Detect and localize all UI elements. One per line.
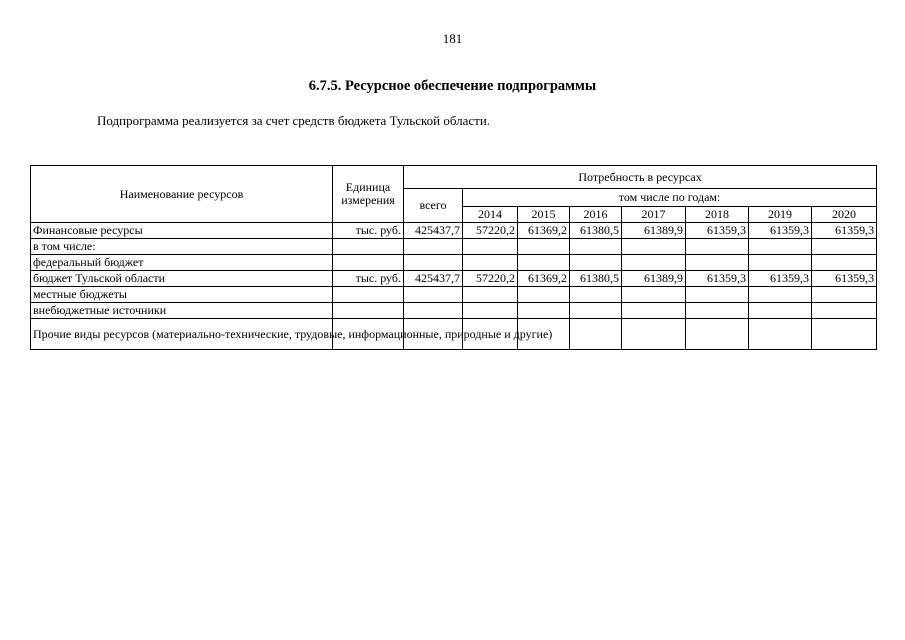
row-unit: тыс. руб. bbox=[333, 223, 404, 239]
row-year-value: 61359,3 bbox=[812, 271, 877, 287]
row-year-value bbox=[686, 319, 749, 350]
row-year-value: 61380,5 bbox=[570, 223, 622, 239]
header-year: 2020 bbox=[812, 207, 877, 223]
row-year-value bbox=[570, 287, 622, 303]
row-unit bbox=[333, 287, 404, 303]
row-year-value: 61389,9 bbox=[622, 271, 686, 287]
row-year-value bbox=[622, 287, 686, 303]
header-year: 2019 bbox=[749, 207, 812, 223]
row-year-value bbox=[463, 239, 518, 255]
header-year: 2018 bbox=[686, 207, 749, 223]
row-total bbox=[404, 255, 463, 271]
row-year-value bbox=[518, 303, 570, 319]
row-year-value bbox=[812, 319, 877, 350]
row-label: в том числе: bbox=[31, 239, 333, 255]
row-unit bbox=[333, 239, 404, 255]
row-year-value bbox=[622, 303, 686, 319]
header-unit: Единица измерения bbox=[333, 166, 404, 223]
row-label: Прочие виды ресурсов (материально-технические, трудовые, информационные, природные и другие) bbox=[31, 319, 333, 350]
row-unit bbox=[333, 255, 404, 271]
row-year-value: 61380,5 bbox=[570, 271, 622, 287]
row-label: внебюджетные источники bbox=[31, 303, 333, 319]
row-year-value bbox=[686, 303, 749, 319]
row-year-value bbox=[518, 287, 570, 303]
row-year-value bbox=[812, 239, 877, 255]
row-year-value bbox=[686, 287, 749, 303]
table-row bbox=[31, 255, 877, 271]
row-year-value: 61369,2 bbox=[518, 223, 570, 239]
row-year-value bbox=[463, 287, 518, 303]
row-year-value bbox=[570, 319, 622, 350]
row-year-value: 61389,9 bbox=[622, 223, 686, 239]
row-total bbox=[404, 303, 463, 319]
header-by-years: том числе по годам: bbox=[463, 189, 877, 207]
header-need: Потребность в ресурсах bbox=[404, 166, 877, 189]
row-unit bbox=[333, 303, 404, 319]
row-year-value: 61359,3 bbox=[812, 223, 877, 239]
header-year: 2014 bbox=[463, 207, 518, 223]
page-number: 181 bbox=[442, 31, 463, 46]
row-label: местные бюджеты bbox=[31, 287, 333, 303]
row-year-value bbox=[686, 255, 749, 271]
header-resource-name: Наименование ресурсов bbox=[31, 166, 333, 223]
table-row bbox=[31, 239, 877, 255]
row-year-value bbox=[812, 287, 877, 303]
header-year: 2017 bbox=[622, 207, 686, 223]
table-row bbox=[31, 319, 877, 350]
row-year-value bbox=[518, 239, 570, 255]
row-label: Финансовые ресурсы bbox=[31, 223, 333, 239]
row-year-value bbox=[749, 319, 812, 350]
row-total bbox=[404, 287, 463, 303]
row-total: 425437,7 bbox=[404, 271, 463, 287]
row-year-value bbox=[570, 239, 622, 255]
row-year-value bbox=[570, 303, 622, 319]
row-unit: тыс. руб. bbox=[333, 271, 404, 287]
row-year-value bbox=[749, 239, 812, 255]
row-year-value: 61359,3 bbox=[686, 223, 749, 239]
row-year-value bbox=[463, 303, 518, 319]
header-year: 2016 bbox=[570, 207, 622, 223]
row-year-value bbox=[749, 287, 812, 303]
row-year-value bbox=[749, 303, 812, 319]
table-row bbox=[31, 223, 877, 239]
row-year-value: 57220,2 bbox=[463, 271, 518, 287]
row-year-value bbox=[570, 255, 622, 271]
resource-table bbox=[30, 165, 877, 350]
intro-paragraph: Подпрограмма реализуется за счет средств бюджета Тульской области. bbox=[97, 113, 491, 128]
row-year-value: 61359,3 bbox=[686, 271, 749, 287]
row-year-value bbox=[749, 255, 812, 271]
row-year-value: 61359,3 bbox=[749, 223, 812, 239]
header-total: всего bbox=[404, 189, 463, 223]
row-year-value bbox=[812, 303, 877, 319]
header-year: 2015 bbox=[518, 207, 570, 223]
table-row bbox=[31, 271, 877, 287]
row-year-value bbox=[686, 239, 749, 255]
table-row bbox=[31, 287, 877, 303]
row-total: 425437,7 bbox=[404, 223, 463, 239]
section-title: 6.7.5. Ресурсное обеспечение подпрограммы bbox=[308, 78, 597, 94]
row-year-value bbox=[812, 255, 877, 271]
row-year-value: 61359,3 bbox=[749, 271, 812, 287]
row-label: федеральный бюджет bbox=[31, 255, 333, 271]
row-total bbox=[404, 239, 463, 255]
row-year-value: 61369,2 bbox=[518, 271, 570, 287]
row-year-value bbox=[622, 239, 686, 255]
row-year-value bbox=[622, 319, 686, 350]
row-year-value bbox=[622, 255, 686, 271]
row-year-value bbox=[518, 255, 570, 271]
row-label: бюджет Тульской области bbox=[31, 271, 333, 287]
row-year-value: 57220,2 bbox=[463, 223, 518, 239]
row-year-value bbox=[463, 255, 518, 271]
table-row bbox=[31, 303, 877, 319]
